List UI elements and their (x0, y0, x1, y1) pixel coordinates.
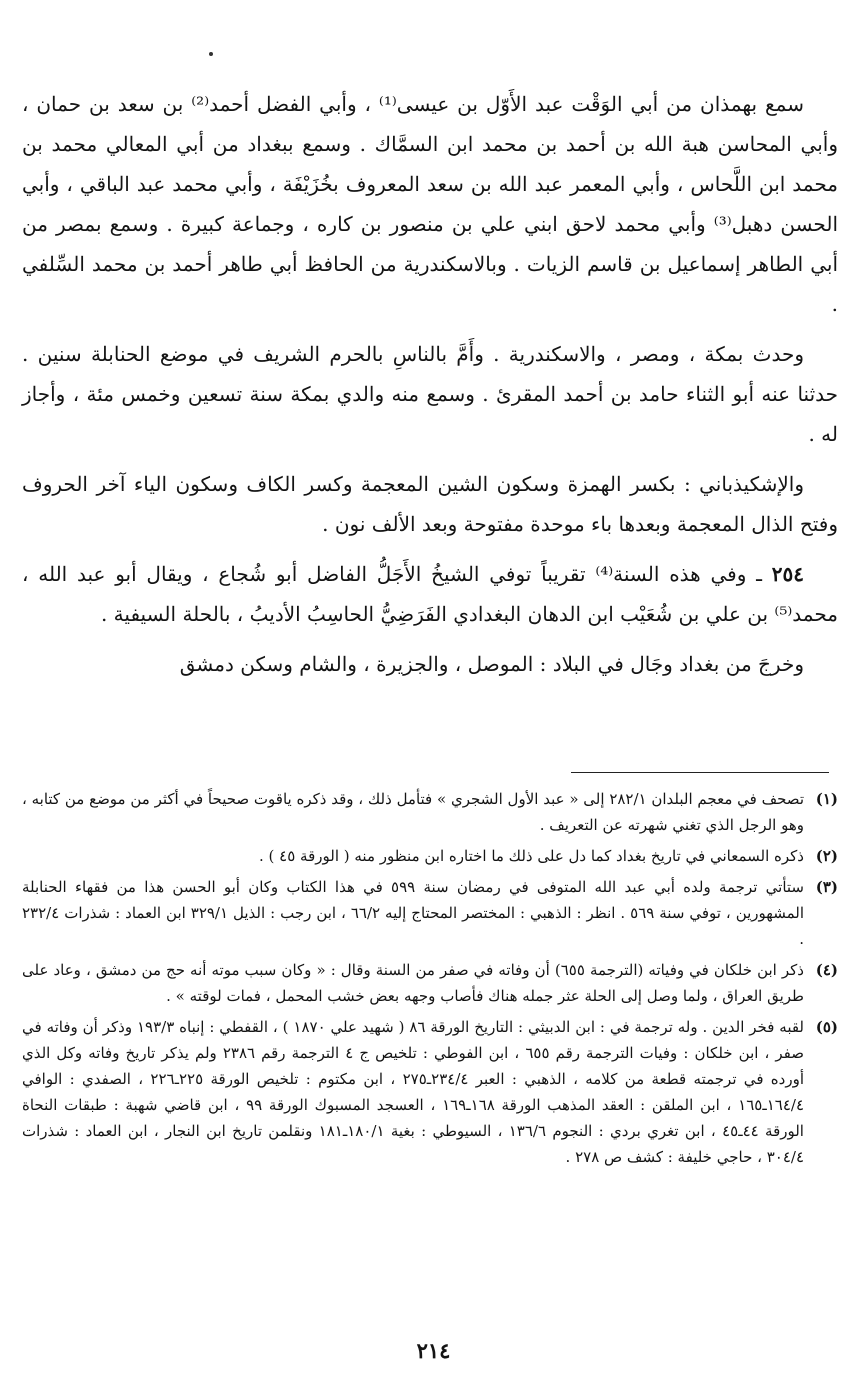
footnote-text: ستأتي ترجمة ولده أبي عبد الله المتوفى في رمضان سنة ٥٩٩ في هذا الكتاب وكان أبو الحسن هذا من فقهاء الحنابلة المشهورين ، توفي سنة ٥٦٩ . انظر : الذهبي : المختصر المحتاج إليه ٦٦/٢ ، ابن رجب : الذيل ٣٢٩/١ ابن العماد : شذرات ٢٣٢/٤ . (22, 878, 805, 948)
main-text (22, 84, 838, 694)
paragraph-4 (22, 554, 838, 634)
footnote-3 (22, 874, 838, 952)
footnote-text: تصحف في معجم البلدان ٢٨٢/١ إلى « عبد الأول الشجري » فتأمل ذلك ، وقد ذكره ياقوت صحيحاً في أكثر من موضع من كتابه ، وهو الرجل الذي تغني شهرته عن التعريف . (22, 790, 804, 834)
entry-text: ـ وفي هذه السنة⁽⁴⁾ تقريباً توفي الشيخُ الأَجَلُّ الفاضل أبو شُجاع ، ويقال أبو عبد الله ، محمد⁽⁵⁾ بن علي بن شُعَيْب ابن الدهان البغدادي الفَرَضِيُّ الحاسِبُ الأديبُ ، بالحلة السيفية . (22, 562, 838, 626)
paragraph-2: وحدث بمكة ، ومصر ، والاسكندرية . وأَمَّ بالناسِ بالحرم الشريف في موضع الحنابلة سنين . حدثنا عنه أبو الثناء حامد بن أحمد المقرئ . وسمع منه والدي بمكة سنة تسعين وخمس مئة ، وأجاز له . (22, 342, 838, 446)
paragraph-5: وخرجَ من بغداد وجَال في البلاد : الموصل ، والجزيرة ، والشام وسكن دمشق (179, 652, 804, 676)
footnote-5 (22, 1014, 838, 1170)
footnote-number: (٤) (815, 961, 838, 979)
footnote-number: (٥) (815, 1018, 838, 1036)
footnote-text: لقبه فخر الدين . وله ترجمة في : ابن الدبيثي : التاريخ الورقة ٨٦ ( شهيد علي ١٨٧٠ ) ، القفطي : إنباه ١٩٣/٣ وذكر أن وفاته في صفر ، ابن خلكان : وفيات الترجمة رقم ٦٥٥ ، ابن الفوطي : تلخيص ج ٤ الترجمة رقم ٢٣٨٦ ولم يذكر تاريخ وفاته وكل الذي أورده في ترجمته قطعة من كلامه ، الذهبي : العبر ٢٣٤/٤ـ٢٧٥ ، ابن مكتوم : تلخيص الورقة ٢٢٥ـ٢٢٦ ، الصفدي : الوافي ١٦٤/٤ـ١٦٥ ، ابن الملقن : العقد المذهب الورقة ١٦٨ـ١٦٩ ، العسجد المسبوك الورقة ٩٩ ، ابن قاضي شهبة : طبقات النحاة الورقة ٤٤ـ٤٥ ، ابن تغري بردي : النجوم ١٣٦/٦ ، السيوطي : بغية ١٨٠/١ـ١٨١ ونقلمن تاريخ ابن النجار ، ابن العماد : شذرات ٣٠٤/٤ ، حاجي خليفة : كشف ص ٢٧٨ . (22, 1018, 805, 1166)
footnote-number: (٣) (815, 878, 838, 896)
footnotes (22, 786, 838, 1175)
footnote-1 (22, 786, 838, 838)
footnote-number: (١) (815, 790, 838, 808)
paragraph-3: والإشكيذباني : بكسر الهمزة وسكون الشين المعجمة وكسر الكاف وسكون الياء آخر الحروف وفتح الذال المعجمة وبعدها باء موحدة مفتوحة وبعد الألف نون . (22, 472, 838, 536)
footnote-text: ذكر ابن خلكان في وفياته (الترجمة ٦٥٥) أن وفاته في صفر من السنة وقال : « وكان سبب موته أنه حج من دمشق ، وعاد على طريق العراق ، ولما وصل إلى الحلة عثر جمله هناك فأصاب وجهه بعض خشب المحمل ، فمات لوقته » . (22, 961, 804, 1005)
page-number: ٢١٤ (416, 1338, 451, 1363)
footnote-4 (22, 957, 838, 1009)
footnote-number: (٢) (815, 847, 838, 865)
footnote-divider (571, 772, 829, 773)
paragraph-1: سمع بهمذان من أبي الوَقْت عبد الأَوّل بن عيسى⁽¹⁾ ، وأبي الفضل أحمد⁽²⁾ بن سعد بن حمان ، وأبي المحاسن هبة الله بن أحمد بن محمد ابن السمَّاك . وسمع ببغداد من أبي المعالي محمد بن محمد ابن اللَّحاس ، وأبي المعمر عبد الله بن سعد المعروف بخُزَيْفَة ، وأبي محمد عبد الباقي ، وأبي الحسن دهبل⁽³⁾ وأبي محمد لاحق ابني علي بن منصور بن كاره ، وجماعة كبيرة . وسمع بمصر من أبي الطاهر إسماعيل بن قاسم الزيات . وبالاسكندرية من الحافظ أبي طاهر أحمد بن محمد السِّلفي . (22, 92, 838, 316)
entry-number: ٢٥٤ (771, 562, 804, 586)
footnote-2 (22, 843, 838, 869)
ink-speck (209, 52, 213, 56)
footnote-text: ذكره السمعاني في تاريخ بغداد كما دل على ذلك ما اختاره ابن منظور منه ( الورقة ٤٥ ) . (259, 847, 804, 865)
